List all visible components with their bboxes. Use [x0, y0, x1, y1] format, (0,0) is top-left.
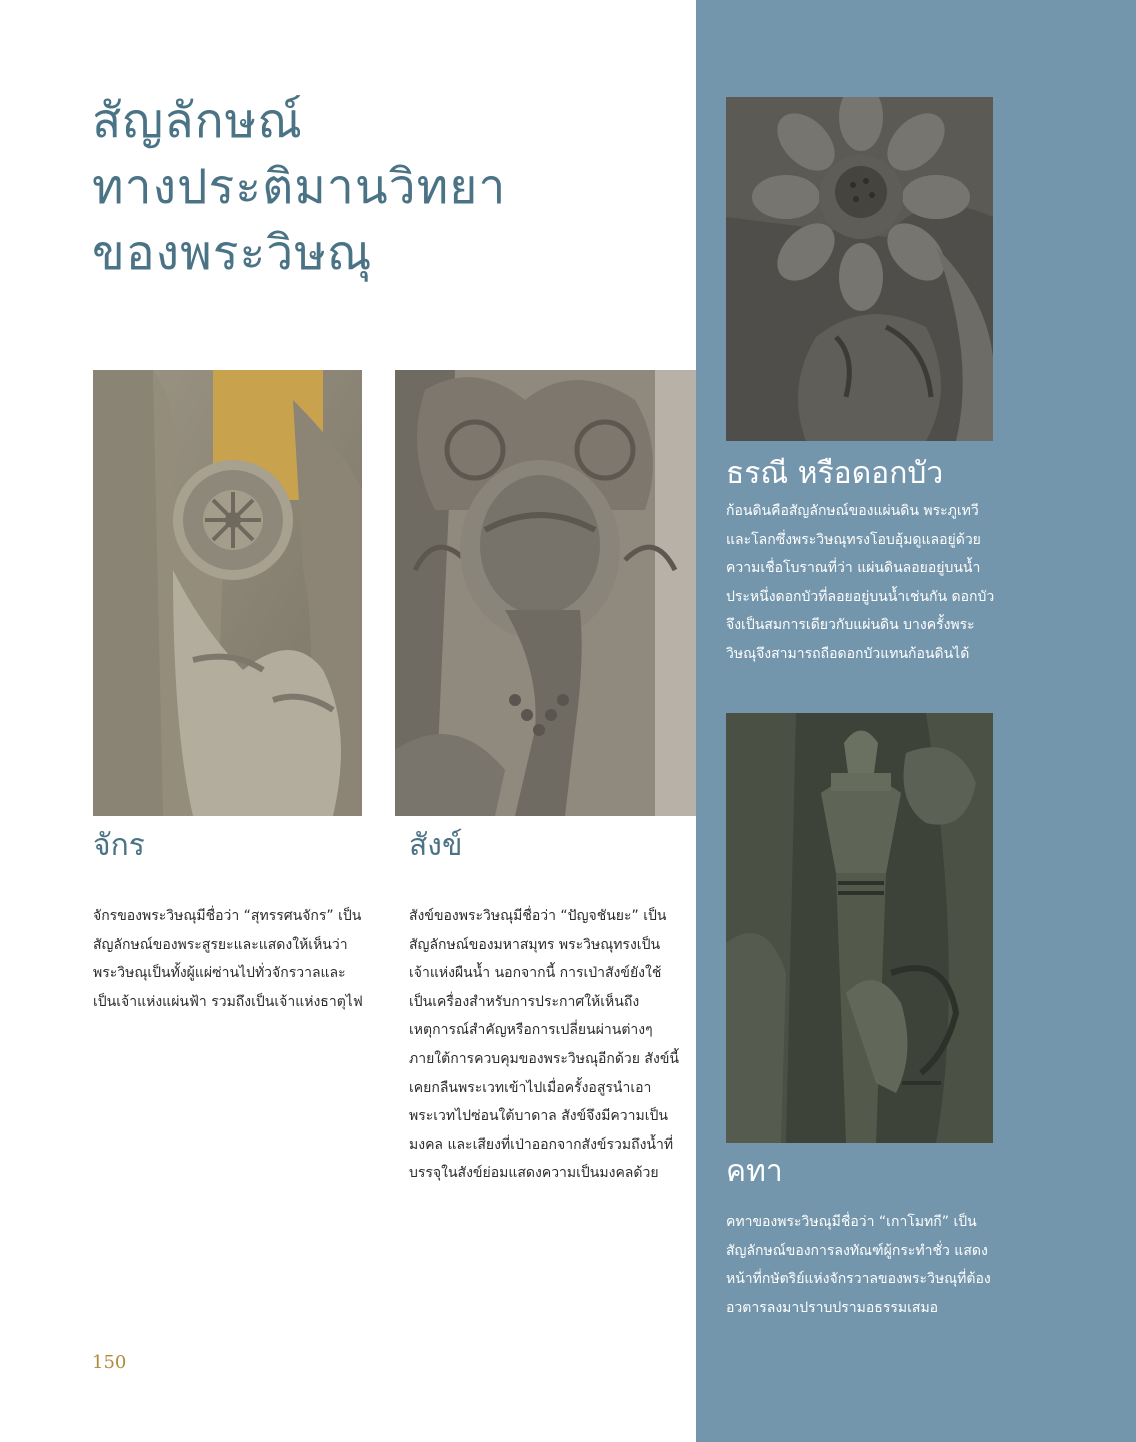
page-number: 150 — [92, 1352, 127, 1373]
mace-heading: คทา — [726, 1154, 783, 1189]
page-title-line-1: สัญลักษณ์ — [92, 93, 303, 149]
page-title-line-2: ทางประติมานวิทยา — [92, 159, 507, 215]
chakra-description: จักรของพระวิษณุมีชื่อว่า “สุทรรศนจักร” เป็นสัญลักษณ์ของพระสูรยะและแสดงให้เห็นว่าพระวิษณุเป็นทั้งผู้แผ่ซ่านไปทั่วจักรวาลและเป็นเจ้าแห่งแผ่นฟ้า รวมถึงเป็นเจ้าแห่งธาตุไฟ — [93, 908, 363, 1010]
chakra-heading: จักร — [93, 828, 145, 863]
page-title — [92, 88, 672, 286]
conch-photo — [395, 370, 696, 816]
conch-description: สังข์ของพระวิษณุมีชื่อว่า “ปัญจชันยะ” เป็นสัญลักษณ์ของมหาสมุทร พระวิษณุทรงเป็นเจ้าแห่งผืนน้ำ นอกจากนี้ การเป่าสังข์ยังใช้เป็นเครื่องสำหรับการประกาศให้เห็นถึงเหตุการณ์สำคัญหรือการเปลี่ยนผ่านต่างๆ ภายใต้การควบคุมของพระวิษณุอีกด้วย สังข์นี้เคยกลืนพระเวทเข้าไปเมื่อครั้งอสูรนำเอาพระเวทไปซ่อนใต้บาดาล สังข์จึงมีความเป็นมงคล และเสียงที่เป่าออกจากสังข์รวมถึงน้ำที่บรรจุในสังข์ย่อมแสดงความเป็นมงคลด้วย — [409, 908, 679, 1182]
lotus-photo — [726, 97, 993, 441]
page-title-line-3: ของพระวิษณุ — [92, 225, 373, 281]
conch-heading: สังข์ — [409, 828, 463, 863]
lotus-description: ก้อนดินคือสัญลักษณ์ของแผ่นดิน พระภูเทวีและโลกซึ่งพระวิษณุทรงโอบอุ้มดูแลอยู่ด้วยความเชื่อโบราณที่ว่า แผ่นดินลอยอยู่บนน้ำ ประหนึ่งดอกบัวที่ลอยอยู่บนน้ำเช่นกัน ดอกบัวจึงเป็นสมการเดียวกับแผ่นดิน บางครั้งพระวิษณุจึงสามารถถือดอกบัวแทนก้อนดินได้ — [726, 503, 995, 662]
lotus-heading: ธรณี หรือดอกบัว — [726, 456, 944, 491]
mace-photo — [726, 713, 993, 1143]
mace-description: คทาของพระวิษณุมีชื่อว่า “เกาโมทกี” เป็นสัญลักษณ์ของการลงทัณฑ์ผู้กระทำชั่ว แสดงหน้าที่กษัตริย์แห่งจักรวาลของพระวิษณุที่ต้องอวตารลงมาปราบปรามอธรรมเสมอ — [726, 1214, 991, 1316]
chakra-photo — [93, 370, 362, 816]
